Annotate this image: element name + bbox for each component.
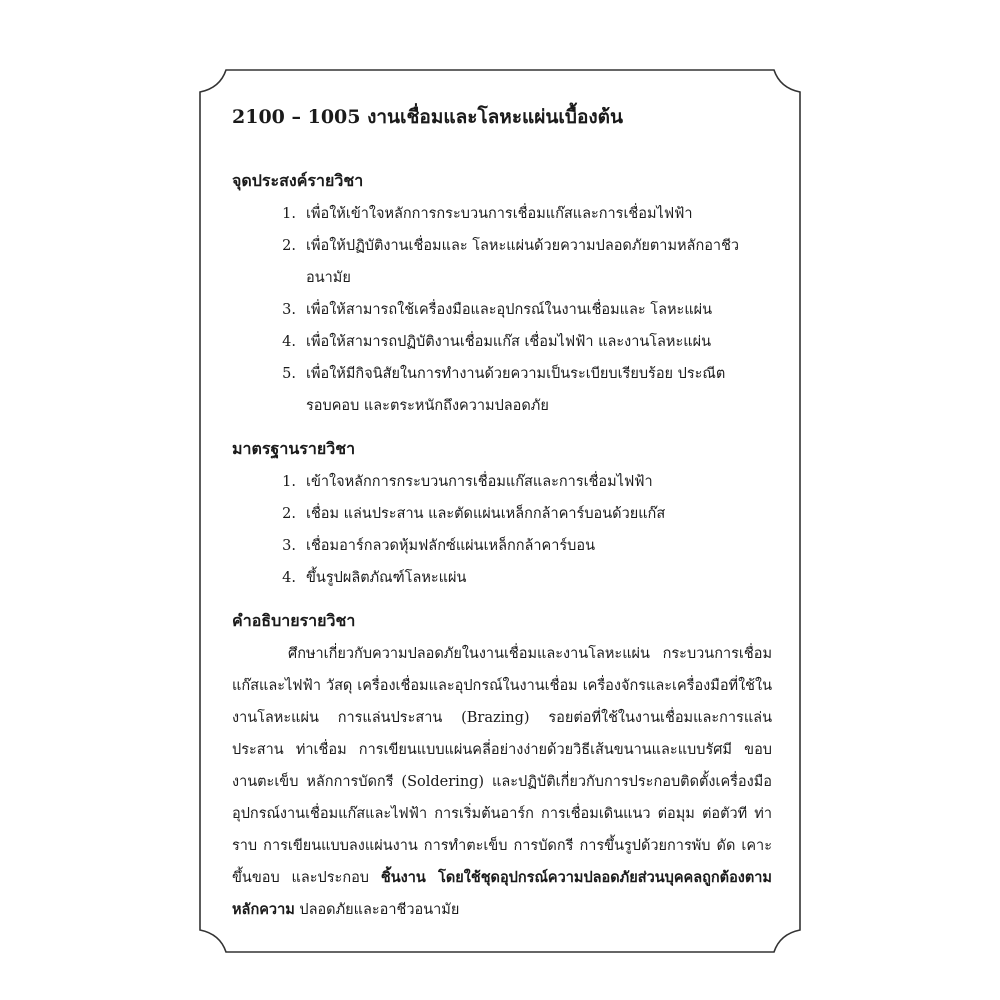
item-text: เพื่อให้มีกิจนิสัยในการทำงานด้วยความเป็นระเบียบเรียบร้อย ประณีต รอบคอบ และตระหนักถึงความปลอดภัย [306,366,726,414]
list-item [232,326,772,358]
page-content [232,92,772,926]
list-item [232,198,772,230]
objectives-list [232,198,772,422]
standards-list [232,466,772,594]
objectives-heading: จุดประสงค์รายวิชา [232,171,364,190]
item-number: 1. [282,206,296,222]
list-item [232,530,772,562]
item-text: เชื่อม แล่นประสาน และตัดแผ่นเหล็กกล้าคาร์บอนด้วยแก๊ส [306,506,666,522]
item-number: 5. [282,366,296,382]
item-number: 4. [282,570,296,586]
list-item [232,294,772,326]
list-item [232,230,772,294]
item-text: เพื่อให้สามารถใช้เครื่องมือและอุปกรณ์ในงานเชื่อมและ โลหะแผ่น [306,302,713,318]
description-heading: คำอธิบายรายวิชา [232,611,356,630]
list-item [232,358,772,422]
item-number: 3. [282,302,296,318]
item-text: เพื่อให้สามารถปฏิบัติงานเชื่อมแก๊ส เชื่อมไฟฟ้า และงานโลหะแผ่น [306,334,712,350]
item-text: เข้าใจหลักการกระบวนการเชื่อมแก๊สและการเชื่อมไฟฟ้า [306,474,653,490]
item-number: 2. [282,506,296,522]
item-text: เพื่อให้เข้าใจหลักการกระบวนการเชื่อมแก๊สและการเชื่อมไฟฟ้า [306,206,693,222]
list-item [232,562,772,594]
description-text: ศึกษาเกี่ยวกับความปลอดภัยในงานเชื่อมและงานโลหะแผ่น กระบวนการเชื่อมแก๊สและไฟฟ้า วัสดุ เครื่องเชื่อมและอุปกรณ์ในงานเชื่อม เครื่องจักรและเครื่องมือที่ใช้ในงานโลหะแผ่น การแล่นประสาน (Brazing) รอยต่อที่ใช้ในงานเชื่อมและการแล่นประสาน ท่าเชื่อม การเขียนแบบแผ่นคลี่อย่างง่ายด้วยวิธีเส้นขนานและแบบรัศมี ขอบงานตะเข็บ หลักการบัดกรี (Soldering) และปฏิบัติเกี่ยวกับการประกอบติดตั้งเครื่องมืออุปกรณ์งานเชื่อมแก๊สและไฟฟ้า การเริ่มต้นอาร์ก การเชื่อมเดินแนว ต่อมุม ต่อตัวที ท่าราบ การเขียนแบบลงแผ่นงาน การทำตะเข็บ การบัดกรี การขึ้นรูปด้วยการพับ ดัด เคาะ ขึ้นขอบ และประกอบ [232,646,772,886]
item-number: 2. [282,238,296,254]
item-text: เพื่อให้ปฏิบัติงานเชื่อมและ โลหะแผ่นด้วยความปลอดภัยตามหลักอาชีวอนามัย [306,238,740,286]
list-item [232,466,772,498]
item-number: 4. [282,334,296,350]
list-item [232,498,772,530]
description-end-text: ปลอดภัยและอาชีวอนามัย [299,902,460,918]
course-title: 2100 – 1005 งานเชื่อมและโลหะแผ่นเบื้องต้น [232,106,623,128]
description-bold-text: ชิ้นงาน โดยใช้ชุดอุปกรณ์ความปลอดภัยส่วนบุคคลถูกต้องตามหลักความ [232,869,772,918]
description-paragraph [232,638,772,926]
item-text: ขึ้นรูปผลิตภัณฑ์โลหะแผ่น [306,570,467,586]
description-body [232,638,772,926]
item-text: เชื่อมอาร์กลวดหุ้มฟลักซ์แผ่นเหล็กกล้าคาร์บอน [306,538,596,554]
item-number: 3. [282,538,296,554]
item-number: 1. [282,474,296,490]
standards-heading: มาตรฐานรายวิชา [232,439,356,458]
